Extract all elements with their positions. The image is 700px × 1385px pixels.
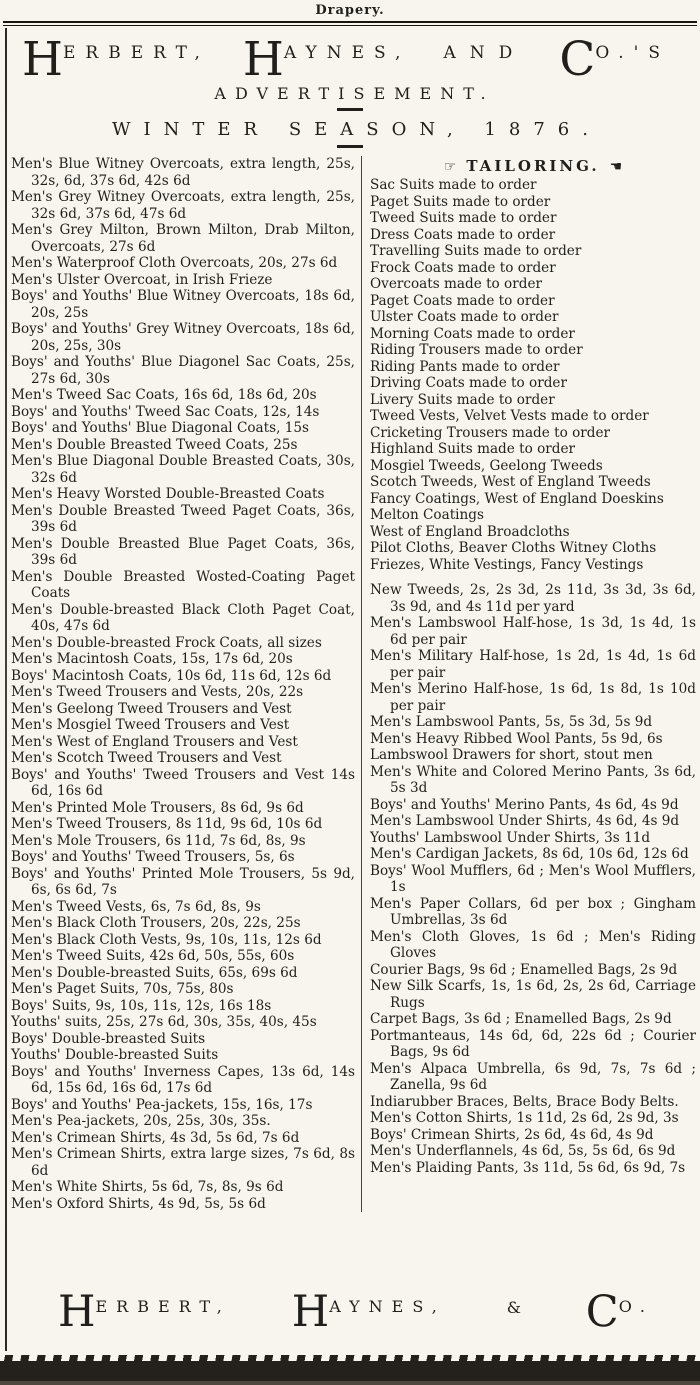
catalog-item: Men's Paget Suits, 70s, 75s, 80s bbox=[11, 981, 234, 997]
catalog-item: Men's Geelong Tweed Trousers and Vest bbox=[11, 700, 292, 717]
tailoring-title: TAILORING. bbox=[466, 157, 600, 175]
tailoring-item: Highland Suits made to order bbox=[370, 441, 576, 457]
catalog-item: Men's Black Cloth Trousers, 20s, 22s, 25s bbox=[11, 915, 301, 931]
tailoring-item: Fancy Coatings, West of England Doeskins bbox=[370, 490, 664, 507]
goods-item: Boys' and Youths' Merino Pants, 4s 6d, 4s 9d bbox=[370, 796, 679, 813]
left-column bbox=[11, 156, 360, 1212]
pointing-hand-right-icon: ☞ bbox=[443, 159, 457, 175]
catalog-item: Men's Oxford Shirts, 4s 9d, 5s, 5s 6d bbox=[11, 1195, 266, 1212]
decorative-rule bbox=[337, 145, 363, 148]
goods-item: Men's Lambswool Half-hose, 1s 3d, 1s 4d, 1s 6d per pair bbox=[370, 615, 696, 648]
catalog-item: Men's Double Breasted Wosted-Coating Paget Coats bbox=[11, 568, 355, 601]
firm-word-haynes bbox=[242, 32, 411, 87]
catalog-item: Men's Blue Witney Overcoats, extra length, 25s, 32s, 6d, 37s 6d, 42s 6d bbox=[11, 156, 355, 189]
catalog-item: Men's Mosgiel Tweed Trousers and Vest bbox=[11, 717, 290, 733]
goods-item: Indiarubber Braces, Belts, Brace Body Belts. bbox=[370, 1093, 679, 1110]
catalog-item: Men's Scotch Tweed Trousers and Vest bbox=[11, 750, 282, 766]
catalog-item: Boys' and Youths' Tweed Trousers, 5s, 6s bbox=[11, 849, 295, 865]
catalog-item: Men's Tweed Sac Coats, 16s 6d, 18s 6d, 20s bbox=[11, 387, 317, 403]
goods-item: Men's Lambswool Pants, 5s, 5s 3d, 5s 9d bbox=[370, 714, 653, 730]
ad-header bbox=[0, 26, 700, 148]
catalog-item: Boys' and Youths' Printed Mole Trousers, 5s 9d, 6s, 6s 6d, 7s bbox=[11, 865, 355, 898]
section-label: Drapery. bbox=[315, 3, 385, 18]
tailoring-item: Morning Coats made to order bbox=[370, 325, 575, 342]
goods-item: Men's Alpaca Umbrella, 6s 9d, 7s, 7s 6d ; Zanella, 9s 6d bbox=[370, 1060, 696, 1093]
goods-list bbox=[370, 582, 696, 1176]
firm-word-rest: ERBERT, bbox=[95, 1297, 231, 1316]
dropcap-initial: H bbox=[58, 1287, 96, 1337]
goods-item: Men's Military Half-hose, 1s 2d, 1s 4d, 1s 6d per pair bbox=[370, 648, 696, 681]
catalog-item: Men's Mole Trousers, 6s 11d, 7s 6d, 8s, 9s bbox=[11, 832, 306, 849]
right-column bbox=[363, 156, 698, 1212]
goods-item: New Tweeds, 2s, 2s 3d, 2s 11d, 3s 3d, 3s 6d, 3s 9d, and 4s 11d per yard bbox=[370, 582, 696, 615]
firm-word-co bbox=[585, 1287, 654, 1337]
dropcap-initial: H bbox=[291, 1287, 330, 1337]
catalog-item: Boys' and Youths' Inverness Capes, 13s 6d, 14s 6d, 15s 6d, 16s 6d, 17s 6d bbox=[11, 1063, 355, 1096]
tailoring-item: Melton Coatings bbox=[370, 507, 484, 523]
tailoring-item: Riding Pants made to order bbox=[370, 358, 560, 375]
firm-name-line bbox=[0, 26, 700, 87]
goods-item: Lambswool Drawers for short, stout men bbox=[370, 747, 653, 763]
tailoring-item: Driving Coats made to order bbox=[370, 375, 567, 391]
catalog-item: Men's Pea-jackets, 20s, 25s, 30s, 35s. bbox=[11, 1113, 271, 1129]
catalog-item: Men's Ulster Overcoat, in Irish Frieze bbox=[11, 271, 273, 288]
catalog-item: Men's Double-breasted Suits, 65s, 69s 6d bbox=[11, 964, 298, 981]
goods-item: Men's Lambswool Under Shirts, 4s 6d, 4s 9d bbox=[370, 813, 680, 829]
catalog-item: Men's Tweed Trousers, 8s 11d, 9s 6d, 10s 6d bbox=[11, 816, 323, 832]
tailoring-item: West of England Broadcloths bbox=[370, 523, 570, 540]
catalog-item: Men's Crimean Shirts, extra large sizes, 7s 6d, 8s 6d bbox=[11, 1146, 355, 1179]
goods-item: Men's Cloth Gloves, 1s 6d ; Men's Riding Gloves bbox=[370, 928, 696, 961]
tailoring-item: Sac Suits made to order bbox=[370, 177, 537, 193]
goods-item: Men's Cardigan Jackets, 8s 6d, 10s 6d, 12s 6d bbox=[370, 846, 689, 862]
catalog-item: Men's Tweed Trousers and Vests, 20s, 22s bbox=[11, 684, 304, 700]
catalog-item: Youths' suits, 25s, 27s 6d, 30s, 35s, 40s, 45s bbox=[11, 1014, 317, 1030]
decorative-rule bbox=[337, 108, 363, 111]
goods-item: Men's Paper Collars, 6d per box ; Gingham Umbrellas, 3s 6d bbox=[370, 895, 696, 928]
catalog-item: Men's Double-breasted Black Cloth Paget Coat, 40s, 47s 6d bbox=[11, 601, 355, 634]
firm-word-herbert bbox=[22, 32, 210, 87]
tailoring-item: Tweed Suits made to order bbox=[370, 210, 557, 226]
goods-item: Men's White and Colored Merino Pants, 3s 6d, 5s 3d bbox=[370, 763, 696, 796]
masthead bbox=[0, 0, 700, 26]
firm-word-co bbox=[559, 32, 670, 87]
catalog-item: Men's West of England Trousers and Vest bbox=[11, 733, 298, 750]
firm-word-rest: AYNES, bbox=[283, 43, 411, 63]
pointing-hand-left-icon: ☚ bbox=[609, 159, 623, 175]
goods-item: Courier Bags, 9s 6d ; Enamelled Bags, 2s 9d bbox=[370, 961, 678, 978]
catalog-item: Men's Tweed Suits, 42s 6d, 50s, 55s, 60s bbox=[11, 948, 295, 964]
goods-item: Men's Heavy Ribbed Wool Pants, 5s 9d, 6s bbox=[370, 730, 663, 747]
list-gap bbox=[370, 573, 696, 582]
tailoring-list bbox=[370, 177, 696, 573]
tailoring-header bbox=[370, 157, 696, 175]
catalog-item: Boys' Macintosh Coats, 10s 6d, 11s 6d, 12s 6d bbox=[11, 667, 332, 684]
catalog-item: Boys' and Youths' Blue Witney Overcoats, 18s 6d, 20s, 25s bbox=[11, 288, 355, 321]
tailoring-item: Tweed Vests, Velvet Vests made to order bbox=[370, 408, 649, 424]
catalog-item: Men's Macintosh Coats, 15s, 17s 6d, 20s bbox=[11, 651, 293, 667]
dropcap-initial: H bbox=[22, 32, 63, 87]
tailoring-item: Scotch Tweeds, West of England Tweeds bbox=[370, 474, 651, 490]
catalog-item: Men's Grey Milton, Brown Milton, Drab Milton, Overcoats, 27s 6d bbox=[11, 222, 355, 255]
tailoring-item: Overcoats made to order bbox=[370, 276, 542, 292]
goods-item: Portmanteaus, 14s 6d, 6d, 22s 6d ; Courier Bags, 9s 6d bbox=[370, 1027, 696, 1060]
firm-word-rest: AYNES, bbox=[329, 1297, 446, 1316]
catalog-item: Men's Blue Diagonal Double Breasted Coats, 30s, 32s 6d bbox=[11, 453, 355, 486]
catalog-item: Men's Double Breasted Blue Paget Coats, 36s, 39s 6d bbox=[11, 535, 355, 568]
tailoring-item: Dress Coats made to order bbox=[370, 226, 556, 243]
tailoring-item: Travelling Suits made to order bbox=[370, 243, 582, 259]
catalog-item: Youths' Double-breasted Suits bbox=[11, 1047, 219, 1063]
catalog-item: Boys' and Youths' Tweed Trousers and Vest 14s 6d, 16s 6d bbox=[11, 766, 355, 799]
goods-item: Carpet Bags, 3s 6d ; Enamelled Bags, 2s 9d bbox=[370, 1011, 672, 1027]
firm-word-rest: O.'S bbox=[595, 43, 670, 63]
tailoring-item: Paget Suits made to order bbox=[370, 193, 551, 210]
catalog-item: Boys' and Youths' Blue Diagonel Sac Coats, 25s, 27s 6d, 30s bbox=[11, 354, 355, 387]
tailoring-item: Friezes, White Vestings, Fancy Vestings bbox=[370, 556, 644, 573]
catalog-item: Men's Tweed Vests, 6s, 7s 6d, 8s, 9s bbox=[11, 898, 261, 915]
tailoring-item: Livery Suits made to order bbox=[370, 391, 555, 408]
catalog-item: Men's Double Breasted Tweed Coats, 25s bbox=[11, 436, 298, 453]
firm-word-rest: ERBERT, bbox=[63, 43, 210, 63]
goods-item: Boys' Crimean Shirts, 2s 6d, 4s 6d, 4s 9d bbox=[370, 1126, 654, 1143]
firm-word-haynes bbox=[291, 1287, 446, 1337]
catalog-item: Men's Double Breasted Tweed Paget Coats, 36s, 39s 6d bbox=[11, 502, 355, 535]
catalog-item: Men's White Shirts, 5s 6d, 7s, 8s, 9s 6d bbox=[11, 1179, 284, 1195]
dropcap-initial: C bbox=[585, 1287, 619, 1337]
goods-item: Men's Cotton Shirts, 1s 11d, 2s 6d, 2s 9d, 3s bbox=[370, 1110, 679, 1126]
firm-conjunction: & bbox=[506, 1298, 525, 1317]
tailoring-item: Cricketing Trousers made to order bbox=[370, 424, 611, 441]
catalog-item: Boys' Suits, 9s, 10s, 11s, 12s, 16s 18s bbox=[11, 997, 272, 1014]
catalog-item: Boys' and Youths' Pea-jackets, 15s, 16s, 17s bbox=[11, 1096, 313, 1113]
catalog-item: Men's Waterproof Cloth Overcoats, 20s, 27s 6d bbox=[11, 255, 338, 271]
catalog-item: Men's Black Cloth Vests, 9s, 10s, 11s, 12s 6d bbox=[11, 931, 322, 948]
goods-item: Youths' Lambswool Under Shirts, 3s 11d bbox=[370, 829, 651, 846]
goods-item: Boys' Wool Mufflers, 6d ; Men's Wool Mufflers, 1s bbox=[370, 862, 696, 895]
footer-firm-line bbox=[58, 1287, 654, 1337]
column-divider-rule bbox=[361, 156, 362, 1212]
tailoring-item: Ulster Coats made to order bbox=[370, 309, 559, 325]
tailoring-item: Paget Coats made to order bbox=[370, 292, 555, 309]
tailoring-item: Riding Trousers made to order bbox=[370, 342, 583, 358]
tailoring-item: Pilot Cloths, Beaver Cloths Witney Cloths bbox=[370, 540, 657, 556]
catalog-item: Boys' and Youths' Blue Diagonal Coats, 15s bbox=[11, 420, 310, 436]
two-column-body bbox=[0, 156, 700, 1212]
catalog-item: Men's Grey Witney Overcoats, extra length, 25s, 32s 6d, 37s 6d, 47s 6d bbox=[11, 189, 355, 222]
catalog-item: Boys' Double-breasted Suits bbox=[11, 1030, 206, 1047]
dropcap-initial: H bbox=[242, 32, 284, 87]
catalog-item: Boys' and Youths' Grey Witney Overcoats, 18s 6d, 20s, 25s, 30s bbox=[11, 321, 355, 354]
catalog-item: Boys' and Youths' Tweed Sac Coats, 12s, 14s bbox=[11, 403, 320, 420]
goods-item: Men's Underflannels, 4s 6d, 5s, 5s 6d, 6s 9d bbox=[370, 1143, 676, 1159]
firm-word-rest: O. bbox=[618, 1297, 654, 1316]
goods-item: Men's Merino Half-hose, 1s 6d, 1s 8d, 1s 10d per pair bbox=[370, 681, 696, 714]
dropcap-initial: C bbox=[559, 32, 596, 87]
tailoring-item: Mosgiel Tweeds, Geelong Tweeds bbox=[370, 457, 603, 474]
firm-word-herbert bbox=[58, 1287, 231, 1337]
catalog-item: Men's Crimean Shirts, 4s 3d, 5s 6d, 7s 6d bbox=[11, 1129, 300, 1146]
page-edge-rule bbox=[5, 28, 7, 1351]
season-title: WINTER SEASON, 1876. bbox=[112, 119, 601, 140]
tailoring-item: Frock Coats made to order bbox=[370, 259, 556, 276]
catalog-item: Men's Heavy Worsted Double-Breasted Coats bbox=[11, 486, 325, 502]
goods-item: New Silk Scarfs, 1s, 1s 6d, 2s, 2s 6d, Carriage Rugs bbox=[370, 978, 696, 1011]
advertisement-label: ADVERTISEMENT. bbox=[214, 84, 495, 103]
goods-item: Men's Plaiding Pants, 3s 11d, 5s 6d, 6s 9d, 7s bbox=[370, 1159, 686, 1176]
catalog-item: Men's Printed Mole Trousers, 8s 6d, 9s 6d bbox=[11, 799, 304, 816]
catalog-item: Men's Double-breasted Frock Coats, all sizes bbox=[11, 634, 322, 651]
torn-page-edge bbox=[0, 1361, 700, 1385]
firm-conjunction: AND bbox=[443, 43, 527, 63]
